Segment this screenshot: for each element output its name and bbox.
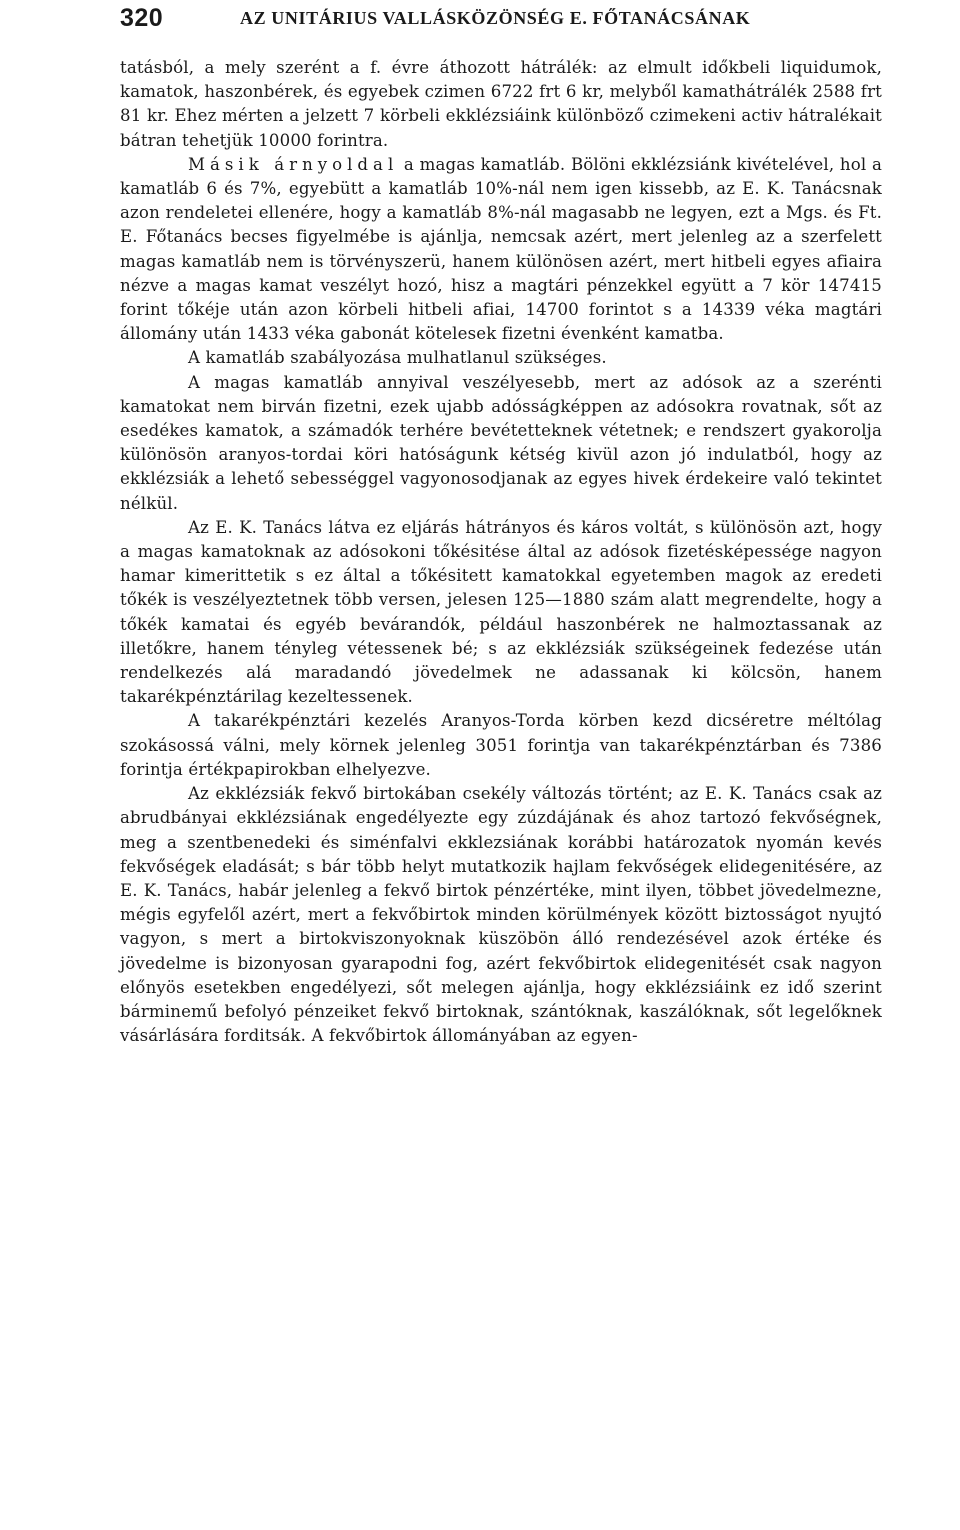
paragraph: tatásból, a mely szerént a f. évre áthozott hátrálék: az elmult időkbeli liquidumok, kamatok, haszonbérek, és egyebek czimen 6722 frt 6 kr, melyből kamathátrálék 2588 frt 81 kr. Ehez mérten a jelzett 7 körbeli ekklézsiáink különböző czimekeni activ hátralékait bátran tehetjük 10000 forintra. bbox=[120, 58, 882, 150]
body-text bbox=[120, 56, 882, 1048]
running-head bbox=[120, 4, 882, 38]
spaced-lead-phrase: Másik árnyoldal bbox=[188, 154, 399, 174]
paragraph: A takarékpénztári kezelés Aranyos-Torda körben kezd dicséretre méltólag szokásossá válni, mely körnek jelenleg 3051 forintja van takarékpénztárban és 7386 forintja értékpapirokban elhelyezve. bbox=[120, 711, 882, 779]
paragraph: Az E. K. Tanács látva ez eljárás hátrányos és káros voltát, s különösön azt, hogy a magas kamatoknak az adósokoni tőkésitése által az adósok fizetésképessége nagyon hamar kimerittetik s ez által a tőkésitett kamatokkal egyetemben magok az eredeti tőkék is veszélyeztetnek több versen, jelesen 125—1880 szám alatt megrendelte, hogy a tőkék kamatai és egyéb bevárandók, például haszonbérek ne halmoztassanak az illetőkre, hanem tényleg vétessenek bé; s az ekklézsiák szükségeinek fedezése után rendelkezés alá maradandó jövedelmek ne adassanak ki kölcsön, hanem takarékpénztárilag kezeltessenek. bbox=[120, 517, 882, 707]
page-number: 320 bbox=[120, 4, 164, 32]
paragraph: Az ekklézsiák fekvő birtokában csekély változás történt; az E. K. Tanács csak az abrudbányai ekklézsiának engedélyezte egy zúzdájának és ahoz tartozó fekvőségnek, meg a szentbenedeki és siménfalvi ekklezsiának korábbi határozatok nyomán kevés fekvőségek eladását; s bár több helyt mutatkozik hajlam fekvőségek elidegenitésére, az E. K. Tanács, habár jelenleg a fekvő birtok pénzértéke, mint ilyen, többet jövedelmezne, mégis egyfelől azért, mert a fekvőbirtok minden körülmények között biztosságot nyujtó vagyon, s mert a birtokviszonyoknak küszöbön álló rendezésével azok értéke és jövedelme is bizonyosan gyarapodni fog, azért fekvőbirtok elidegenitését csak nagyon előnyös esetekben engedélyezi, sőt melegen ajánlja, hogy ekklézsiáink ez idő szerint bárminemű befolyó pénzeiket fekvő birtoknak, szántóknak, kaszálóknak, sőt legelőknek vásárlására forditsák. A fekvőbirtok állományában az egyen- bbox=[120, 784, 882, 1046]
paragraph: A kamatláb szabályozása mulhatlanul szükséges. bbox=[188, 348, 607, 368]
running-title: AZ UNITÁRIUS VALLÁSKÖZÖNSÉG E. FŐTANÁCSÁNAK bbox=[240, 8, 751, 28]
paragraph-text: a magas kamatláb. Bölöni ekklézsiánk kivételével, hol a kamatláb 6 és 7%, egyebütt a kamatláb 10%-nál nem igen kissebb, az E. K. Tanácsnak azon rendeletei ellenére, hogy a kamatláb 8%-nál magasabb ne legyen, ezt a Mgs. és Ft. E. Főtanács becses figyelmébe is ajánlja, nemcsak azért, mert jelenleg az a szerfelett magas kamatláb nem is törvényszerü, hanem különösen azért, mert hitbeli egyes afiaira nézve a magas kamat veszélyt hozó, hisz a magtári pénzekkel együtt a 7 kör 147415 forint tőkéje után azon körbeli hitbeli afiai, 14700 forintot s a 14339 véka magtári állomány után 1433 véka gabonát kötelesek fizetni évenként kamatba. bbox=[120, 154, 882, 344]
paragraph: A magas kamatláb annyival veszélyesebb, mert az adósok az a szerénti kamatokat nem birván fizetni, ezek ujabb adósságképpen az adósokra rovatnak, sőt az esedékes kamatok, a számadók terhére bevétetteknek vétetnek; e rendszert gyakorolja különösön aranyos-tordai köri hatóságunk kétség kivül azon jó indulatból, hogy az ekklézsiák a lehető sebességgel vagyonosodjanak az egyes hivek érdekeire való tekintet nélkül. bbox=[120, 372, 882, 513]
paragraph bbox=[120, 153, 882, 347]
